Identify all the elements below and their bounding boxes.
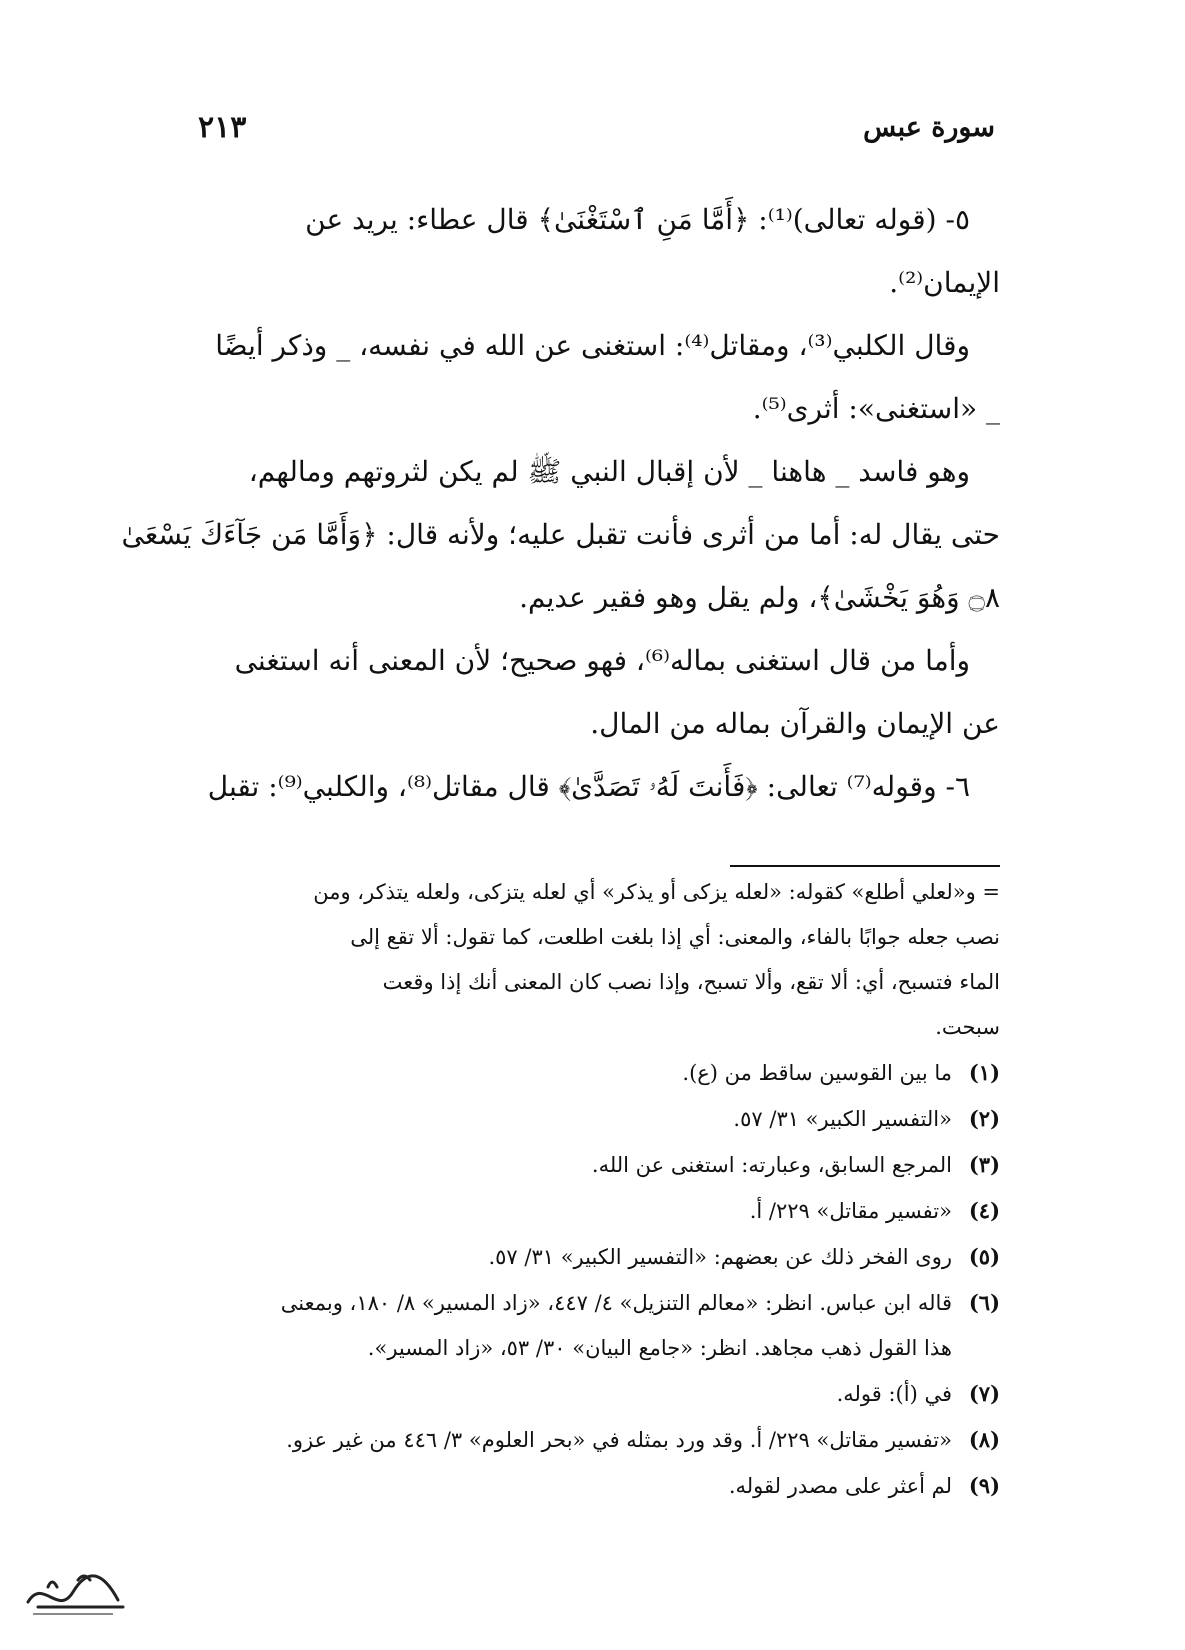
footnote-item — [160, 1371, 1000, 1417]
footnote-number: (٥) — [968, 1244, 1000, 1269]
body-line: _ «استغنى»: أثرى⁽⁵⁾. — [752, 392, 1000, 425]
footnote-text: ما بين القوسين ساقط من (ع). — [682, 1061, 952, 1085]
page-number: ٢١٣ — [198, 110, 247, 145]
footnote-number: (٩) — [968, 1473, 1000, 1498]
body-line: حتى يقال له: أما من أثرى فأنت تقبل عليه؛ ولأنه قال: ﴿وَأَمَّا مَن جَآءَكَ يَسْعَىٰ — [121, 518, 1000, 551]
footnote-item — [160, 1142, 1000, 1188]
body-line: وهو فاسد _ هاهنا _ لأن إقبال النبي ﷺ لم يكن لثروتهم ومالهم، — [248, 455, 970, 488]
body-line: الإيمان⁽²⁾. — [889, 266, 1000, 299]
footnote-continuation-line: سبحت. — [935, 1015, 1000, 1039]
body-line: ٥- (قوله تعالى)⁽¹⁾: ﴿أَمَّا مَنِ ٱسْتَغْنَىٰ﴾ قال عطاء: يريد عن — [305, 203, 970, 236]
footnote-number: (٦) — [968, 1290, 1000, 1315]
footnote-text: المرجع السابق، وعبارته: استغنى عن الله. — [591, 1153, 952, 1177]
footnote-item — [160, 1417, 1000, 1463]
footnote-continuation-line: نصب جعله جوابًا بالفاء، والمعنى: أي إذا بلغت اطلعت، كما تقول: ألا تقع إلى — [350, 925, 1000, 949]
footnote-number: (٣) — [968, 1152, 1000, 1177]
footnote-number: (٤) — [968, 1198, 1000, 1223]
footnotes — [160, 870, 1000, 1509]
body-line: وقال الكلبي⁽³⁾، ومقاتل⁽⁴⁾: استغنى عن الله في نفسه، _ وذكر أيضًا — [215, 329, 970, 362]
footnote-number: (٨) — [968, 1427, 1000, 1452]
footnote-text: «تفسير مقاتل» ٢٢٩/ أ. — [749, 1199, 952, 1223]
footnote-item — [160, 1234, 1000, 1280]
body-line: عن الإيمان والقرآن بماله من المال. — [590, 707, 1000, 740]
body-line: وأما من قال استغنى بماله⁽⁶⁾، فهو صحيح؛ لأن المعنى أنه استغنى — [234, 644, 970, 677]
footnote-item — [160, 1050, 1000, 1096]
footnote-number: (٧) — [968, 1381, 1000, 1406]
surah-title: سورة عبس — [863, 112, 995, 143]
footnote-item — [160, 1096, 1000, 1142]
footnote-number: (٢) — [968, 1106, 1000, 1131]
body-line: ۝٨ وَهُوَ يَخْشَىٰ﴾، ولم يقل وهو فقير عديم. — [519, 581, 1000, 614]
footnote-text: «تفسير مقاتل» ٢٢٩/ أ. وقد ورد بمثله في «بحر العلوم» ٣/ ٤٤٦ من غير عزو. — [286, 1428, 952, 1452]
footnote-text: «التفسير الكبير» ٣١/ ٥٧. — [733, 1107, 952, 1131]
footnote-text: قاله ابن عباس. انظر: «معالم التنزيل» ٤/ ٤٤٧، «زاد المسير» ٨/ ١٨٠، وبمعنى — [280, 1291, 952, 1315]
footnote-item — [160, 1280, 1000, 1326]
footnote-text: في (أ): قوله. — [836, 1382, 952, 1406]
footnote-item — [160, 1188, 1000, 1234]
body-line: ٦- وقوله⁽⁷⁾ تعالى: ﴿فَأَنتَ لَهُۥ تَصَدَّىٰ﴾ قال مقاتل⁽⁸⁾، والكلبي⁽⁹⁾: تقبل — [207, 770, 970, 803]
footnote-continuation-line: الماء فتسبح، أي: ألا تقع، وألا تسبح، وإذا نصب كان المعنى أنك إذا وقعت — [382, 970, 1000, 994]
footnote-continuation-line: = و«لعلي أطلع» كقوله: «لعله يزكى أو يذكر» أي لعله يتزكى، ولعله يتذكر، ومن — [313, 880, 1000, 904]
footnote-item — [160, 1463, 1000, 1509]
footnote-divider — [730, 865, 1000, 867]
footnote-text: لم أعثر على مصدر لقوله. — [728, 1474, 952, 1498]
footnote-number: (١) — [968, 1060, 1000, 1085]
footnote-text: روى الفخر ذلك عن بعضهم: «التفسير الكبير» ٣١/ ٥٧. — [488, 1245, 952, 1269]
publisher-logo — [18, 1562, 138, 1622]
footnote-item-continued: هذا القول ذهب مجاهد. انظر: «جامع البيان» ٣٠/ ٥٣، «زاد المسير». — [367, 1336, 952, 1360]
main-text — [121, 188, 1000, 818]
